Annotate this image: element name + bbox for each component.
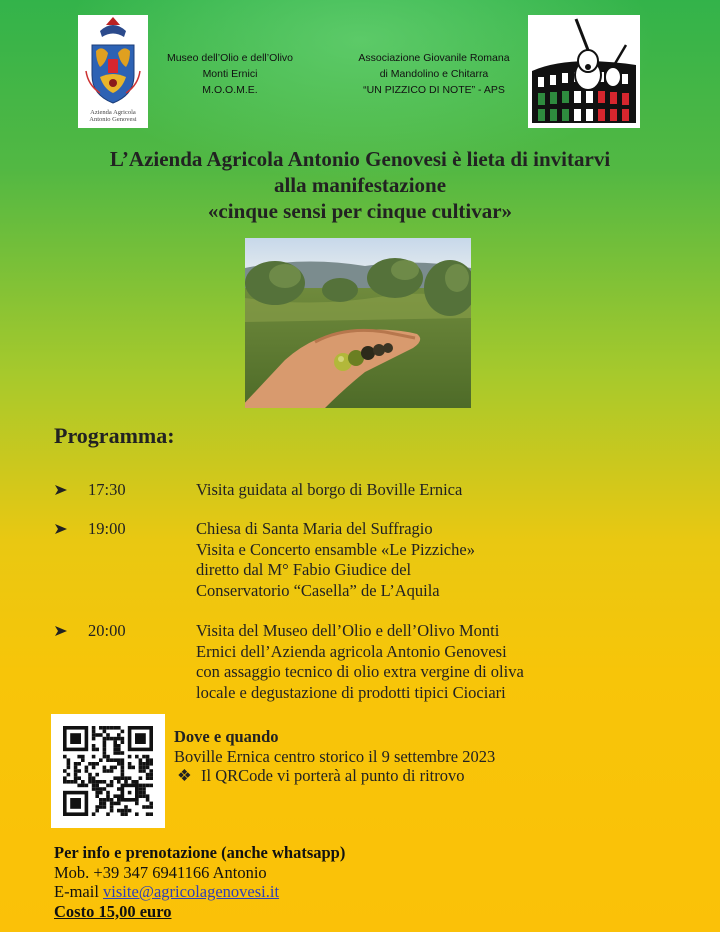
headline-line: alla manifestazione (273, 173, 447, 197)
museo-org-text (150, 50, 310, 98)
org-line: “UN PIZZICO DI NOTE” - APS (363, 84, 505, 96)
where-and-when (174, 727, 495, 786)
program-line: Ernici dell’Azienda agricola Antonio Genovesi (196, 641, 507, 661)
org-line: di Mandolino e Chitarra (379, 68, 489, 80)
arrow-bullet-icon (54, 624, 68, 638)
location-qr-code[interactable] (51, 714, 165, 828)
program-time: 19:00 (88, 519, 126, 538)
booking-info (54, 843, 345, 921)
event-title: «cinque sensi per cinque cultivar» (207, 199, 513, 223)
azienda-crest-logo (78, 15, 148, 128)
arrow-bullet-icon (54, 483, 68, 497)
program-time: 20:00 (88, 621, 126, 640)
info-title: Per info e prenotazione (anche whatsapp) (54, 843, 346, 862)
where-line: Boville Ernica centro storico il 9 settembre 2023 (174, 746, 496, 766)
program-line: Chiesa di Santa Maria del Suffragio (196, 519, 433, 538)
program-title: Programma: (54, 423, 175, 448)
arrow-bullet-icon (54, 522, 68, 536)
diamond-bullet-icon: ❖ (177, 766, 192, 785)
program-description (196, 480, 696, 501)
where-title: Dove e quando (174, 727, 279, 746)
program-line: Conservatorio “Casella” de L’Aquila (196, 580, 440, 600)
program-description (196, 621, 696, 703)
program-line: Visita del Museo dell’Olio e dell’Olivo Monti (196, 621, 500, 640)
associazione-org-text (344, 50, 524, 98)
logo-caption: Azienda Agricola Antonio Genovesi (89, 109, 137, 123)
program-line: locale e degustazione di prodotti tipici Ciociari (196, 682, 506, 702)
program-line: Visita e Concerto ensamble «Le Pizziche» (196, 539, 475, 559)
headline-line: L’Azienda Agricola Antonio Genovesi è lieta di invitarvi (109, 147, 611, 171)
program-time: 17:30 (88, 480, 126, 499)
program-line: Visita guidata al borgo di Boville Ernica (196, 480, 463, 499)
olives-in-hand-photo (245, 238, 471, 408)
cost-text: Costo 15,00 euro (54, 901, 172, 921)
where-note: Il QRCode vi porterà al punto di ritrovo (201, 766, 465, 785)
email-link[interactable]: visite@agricolagenovesi.it (103, 882, 280, 901)
program-description (196, 519, 696, 601)
program-line: con assaggio tecnico di olio extra vergine di oliva (196, 662, 524, 681)
org-line: M.O.O.M.E. (202, 84, 258, 96)
org-line: Monti Ernici (202, 68, 258, 80)
phone-number: Mob. +39 347 6941166 Antonio (54, 862, 267, 882)
colosseum-guitar-logo (528, 15, 640, 128)
event-headline (0, 146, 720, 224)
qr-code-icon (51, 714, 165, 828)
org-line: Museo dell’Olio e dell’Olivo (166, 52, 294, 64)
email-label: E-mail (54, 882, 104, 901)
org-line: Associazione Giovanile Romana (358, 52, 510, 64)
program-line: diretto dal M° Fabio Giudice del (196, 560, 412, 579)
